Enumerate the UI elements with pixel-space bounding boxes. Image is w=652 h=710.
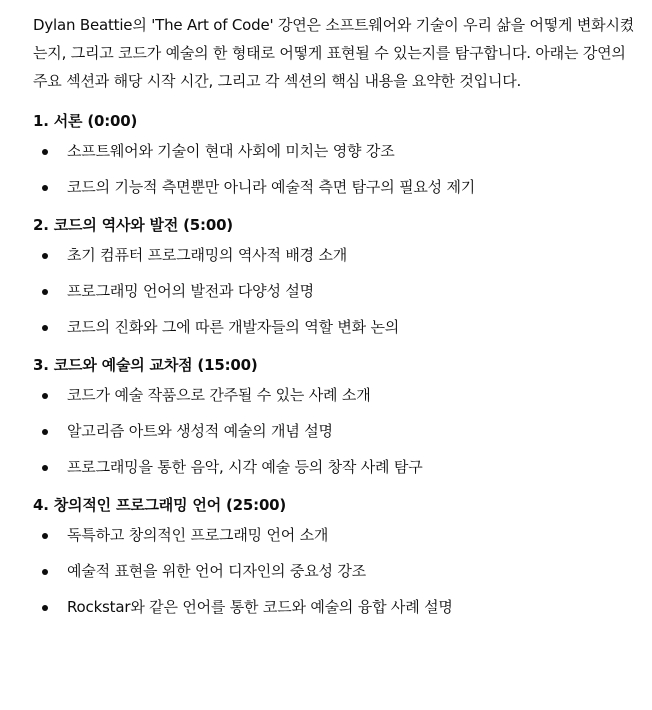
- list-item: [33, 139, 642, 163]
- bullet-icon: [42, 465, 48, 471]
- list-item: [33, 419, 642, 443]
- list-item: [33, 315, 642, 339]
- bullet-list: [33, 139, 642, 199]
- list-item-text: 코드의 기능적 측면뿐만 아니라 예술적 측면 탐구의 필요성 제기: [67, 178, 476, 196]
- list-item-text: 초기 컴퓨터 프로그래밍의 역사적 배경 소개: [67, 246, 348, 264]
- section-title: 4. 창의적인 프로그래밍 언어 (25:00): [33, 496, 287, 514]
- list-item-text: Rockstar와 같은 언어를 통한 코드와 예술의 융합 사례 설명: [67, 598, 453, 616]
- list-item-text: 코드의 진화와 그에 따른 개발자들의 역할 변화 논의: [67, 318, 400, 336]
- bullet-icon: [42, 185, 48, 191]
- bullet-icon: [42, 325, 48, 331]
- list-item-text: 프로그래밍 언어의 발전과 다양성 설명: [67, 282, 314, 300]
- list-item-text: 코드가 예술 작품으로 간주될 수 있는 사례 소개: [67, 386, 371, 404]
- section-creative-languages: [33, 493, 642, 619]
- list-item-text: 예술적 표현을 위한 언어 디자인의 중요성 강조: [67, 562, 366, 580]
- list-item: [33, 559, 642, 583]
- bullet-icon: [42, 569, 48, 575]
- section-title: 3. 코드와 예술의 교차점 (15:00): [33, 356, 258, 374]
- list-item-text: 소프트웨어와 기술이 현대 사회에 미치는 영향 강조: [67, 142, 395, 160]
- list-item-text: 독특하고 창의적인 프로그래밍 언어 소개: [67, 526, 329, 544]
- bullet-list: [33, 383, 642, 479]
- bullet-list: [33, 243, 642, 339]
- section-art-intersection: [33, 353, 642, 479]
- bullet-icon: [42, 605, 48, 611]
- bullet-icon: [42, 429, 48, 435]
- bullet-list: [33, 523, 642, 619]
- section-history: [33, 213, 642, 339]
- list-item: [33, 523, 642, 547]
- list-item: [33, 383, 642, 407]
- list-item: [33, 175, 642, 199]
- list-item: [33, 279, 642, 303]
- section-title: 1. 서론 (0:00): [33, 112, 138, 130]
- section-intro: [33, 109, 642, 199]
- bullet-icon: [42, 149, 48, 155]
- bullet-icon: [42, 253, 48, 259]
- list-item: [33, 243, 642, 267]
- list-item: [33, 455, 642, 479]
- bullet-icon: [42, 289, 48, 295]
- bullet-icon: [42, 393, 48, 399]
- list-item-text: 알고리즘 아트와 생성적 예술의 개념 설명: [67, 422, 333, 440]
- bullet-icon: [42, 533, 48, 539]
- section-title: 2. 코드의 역사와 발전 (5:00): [33, 216, 233, 234]
- list-item: [33, 595, 642, 619]
- list-item-text: 프로그래밍을 통한 음악, 시각 예술 등의 창작 사례 탐구: [67, 458, 423, 476]
- intro-paragraph: Dylan Beattie의 'The Art of Code' 강연은 소프트웨어와 기술이 우리 삶을 어떻게 변화시켰는지, 그리고 코드가 예술의 한 형태로 어떻게 표현될 수 있는지를 탐구합니다. 아래는 강연의 주요 섹션과 해당 시작 시간, 그리고 각 섹션의 핵심 내용을 요약한 것입니다.: [33, 16, 635, 90]
